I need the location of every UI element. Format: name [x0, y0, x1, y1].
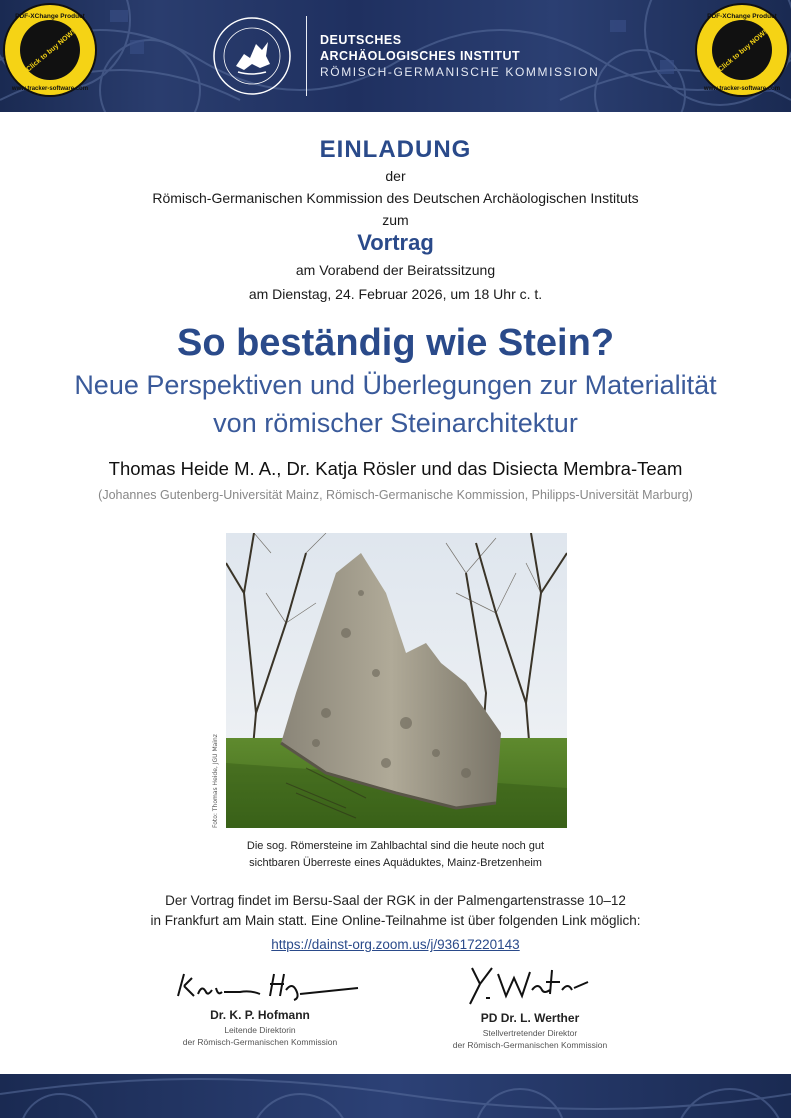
- institute-line-3: RÖMISCH-GERMANISCHE KOMMISSION: [320, 65, 600, 79]
- photo-caption-line1: Die sog. Römersteine im Zahlbachtal sind die heute noch gut: [246, 840, 545, 852]
- logo-divider: [306, 16, 307, 96]
- signatory-hofmann-role1: Leitende Direktorin: [224, 1025, 296, 1035]
- venue-line1: Der Vortrag findet im Bersu-Saal der RGK in der Palmengartenstrasse 10–12: [165, 893, 626, 908]
- event-type: Vortrag: [357, 230, 434, 255]
- lecture-title: So beständig wie Stein?: [176, 322, 615, 364]
- badge-left-line2: Click to buy NOW!: [25, 28, 77, 74]
- zoom-link[interactable]: https://dainst-org.zoom.us/j/93617220143: [271, 937, 520, 952]
- footer-banner: [0, 1074, 791, 1118]
- zoom-link-wrapper: [0, 934, 791, 953]
- signatory-hofmann: [160, 1008, 360, 1048]
- buy-now-badge-right[interactable]: [694, 2, 790, 98]
- institute-line-2: ARCHÄOLOGISCHES INSTITUT: [320, 49, 521, 63]
- invitation-organisation: Römisch-Germanischen Kommission des Deutschen Archäologischen Instituts: [152, 190, 639, 206]
- badge-right-line1: PDF-XChange Product: [707, 13, 777, 20]
- dai-seal-logo: [210, 14, 294, 98]
- signatory-werther-role2: der Römisch-Germanischen Kommission: [452, 1040, 608, 1050]
- badge-right-line3: www.tracker-software.com: [703, 86, 781, 92]
- event-occasion: am Vorabend der Beiratssitzung: [295, 262, 496, 278]
- invitation-zum: zum: [382, 212, 409, 228]
- badge-left-line3: www.tracker-software.com: [11, 86, 89, 92]
- signatory-hofmann-role2: der Römisch-Germanischen Kommission: [182, 1037, 338, 1047]
- invitation-heading: EINLADUNG: [319, 136, 472, 163]
- signature-hofmann: [170, 966, 360, 1010]
- badge-left-line1: PDF-XChange Product: [15, 13, 85, 20]
- signatory-werther: [430, 1011, 630, 1051]
- signatory-werther-role1: Stellvertretender Direktor: [482, 1028, 578, 1038]
- signatory-werther-name: PD Dr. L. Werther: [480, 1011, 580, 1025]
- lecture-speakers: Thomas Heide M. A., Dr. Katja Rösler und das Disiecta Membra-Team: [108, 458, 683, 479]
- event-date: am Dienstag, 24. Februar 2026, um 18 Uhr c. t.: [248, 286, 543, 302]
- lecture-subtitle-line1: Neue Perspektiven und Überlegungen zur Materialität: [74, 370, 717, 400]
- roman-ruins-photo: [226, 533, 567, 828]
- buy-now-badge-left[interactable]: [2, 2, 98, 98]
- header-banner: [0, 0, 791, 112]
- footer-mosaic-pattern: [0, 1074, 791, 1118]
- photo-caption-line2: sichtbaren Überreste eines Aquäduktes, Mainz-Bretzenheim: [249, 857, 542, 869]
- institute-name: [320, 32, 599, 80]
- signatory-hofmann-name: Dr. K. P. Hofmann: [210, 1008, 310, 1022]
- invitation-der: der: [385, 168, 406, 184]
- lecture-subtitle-line2: von römischer Steinarchitektur: [213, 408, 578, 438]
- photo-credit: Foto: Thomas Heide, JGU Mainz: [212, 734, 219, 828]
- institute-line-1: DEUTSCHES: [320, 33, 402, 47]
- signature-werther: [462, 962, 592, 1008]
- lecture-affiliations: (Johannes Gutenberg-Universität Mainz, Römisch-Germanische Kommission, Philipps-Universität Marburg): [98, 488, 693, 502]
- venue-line2: in Frankfurt am Main statt. Eine Online-Teilnahme ist über folgenden Link möglich:: [150, 913, 641, 928]
- badge-right-line2: Click to buy NOW!: [717, 28, 769, 74]
